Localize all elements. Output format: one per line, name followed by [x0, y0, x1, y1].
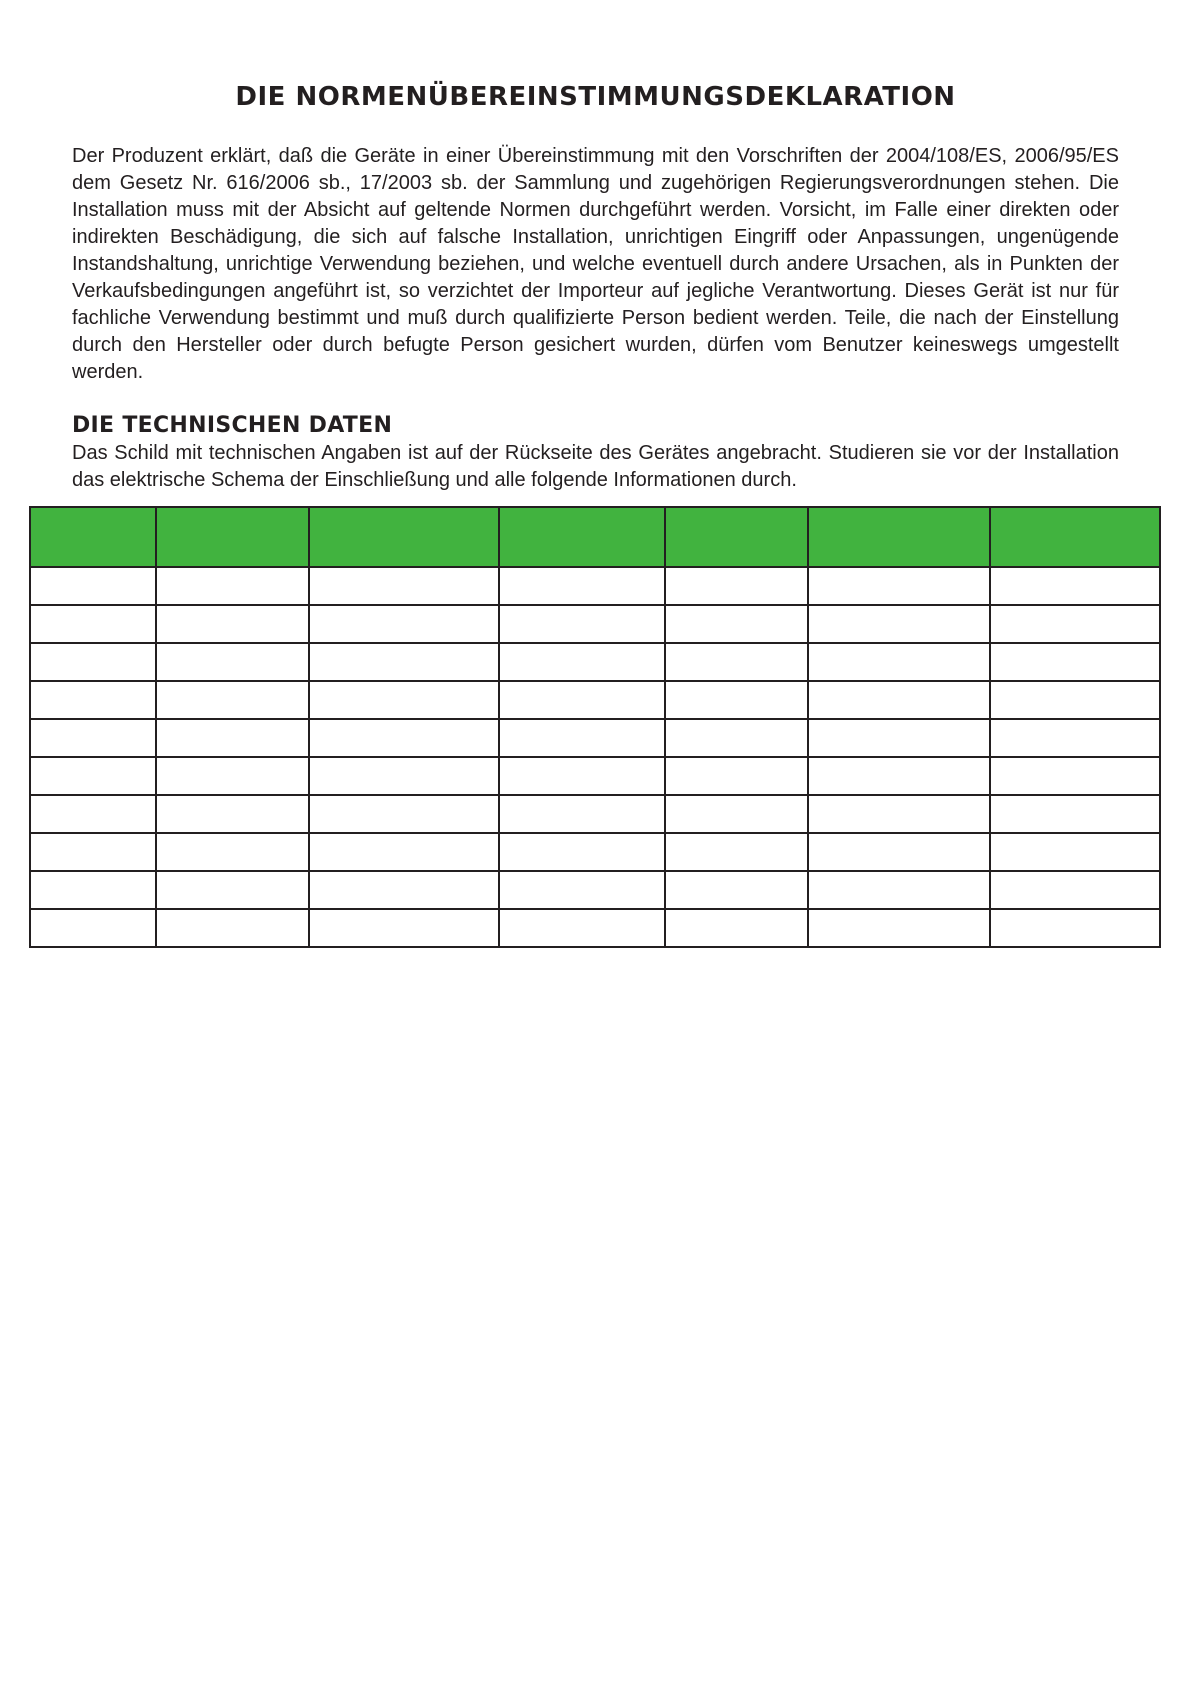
table-cell [990, 605, 1160, 643]
table-row [30, 681, 1160, 719]
table-cell [808, 643, 991, 681]
table-cell [499, 567, 664, 605]
table-row [30, 567, 1160, 605]
table-cell [665, 681, 808, 719]
table-cell [665, 757, 808, 795]
table-cell [499, 643, 664, 681]
table-cell [808, 909, 991, 947]
table-cell [156, 909, 310, 947]
table-cell [156, 757, 310, 795]
table-cell [30, 681, 156, 719]
table-row [30, 719, 1160, 757]
table-header-cell [990, 507, 1160, 567]
table-cell [808, 567, 991, 605]
table-cell [808, 871, 991, 909]
table-row [30, 795, 1160, 833]
table-cell [808, 757, 991, 795]
table-cell [808, 681, 991, 719]
table-cell [30, 605, 156, 643]
table-cell [665, 643, 808, 681]
table-cell [30, 757, 156, 795]
table-cell [156, 567, 310, 605]
table-cell [665, 795, 808, 833]
table-header-cell [665, 507, 808, 567]
table-cell [665, 871, 808, 909]
table-cell [990, 757, 1160, 795]
table-cell [156, 795, 310, 833]
table-cell [156, 719, 310, 757]
table-cell [30, 909, 156, 947]
table-cell [309, 795, 499, 833]
table-cell [309, 871, 499, 909]
table-cell [808, 795, 991, 833]
table-cell [665, 909, 808, 947]
table-cell [990, 909, 1160, 947]
table-cell [499, 605, 664, 643]
table-cell [156, 605, 310, 643]
table-cell [665, 833, 808, 871]
table-cell [499, 681, 664, 719]
technical-data-table [29, 506, 1161, 948]
page-title: DIE NORMENÜBEREINSTIMMUNGSDEKLARATION [235, 82, 956, 112]
table-cell [990, 719, 1160, 757]
table-cell [156, 871, 310, 909]
table-cell [808, 605, 991, 643]
table-cell [30, 643, 156, 681]
table-cell [309, 605, 499, 643]
table-cell [990, 833, 1160, 871]
table-cell [309, 719, 499, 757]
table-row [30, 871, 1160, 909]
table-cell [665, 605, 808, 643]
table-cell [156, 681, 310, 719]
table-header-row [30, 507, 1160, 567]
table-cell [499, 833, 664, 871]
conformity-declaration-text: Der Produzent erklärt, daß die Geräte in einer Übereinstimmung mit den Vorschriften der 2004/108/ES, 2006/95/ES dem Gesetz Nr. 616/2006 sb., 17/2003 sb. der Sammlung und zugehörigen Regierungsverordnungen stehen. Die Installation muss mit der Absicht auf geltende Normen durchgeführt werden. Vorsicht, im Falle einer direkten oder indirekten Beschädigung, die sich auf falsche Installation, unrichtigen Eingriff oder Anpassungen, ungenügende Instandshaltung, unrichtige Verwendung beziehen, und welche eventuell durch andere Ursachen, als in Punkten der Verkaufsbedingungen angeführt ist, so verzichtet der Importeur auf jegliche Verantwortung. Dieses Gerät ist nur für fachliche Verwendung bestimmt und muß durch qualifizierte Person bedient werden. Teile, die nach der Einstellung durch den Hersteller oder durch befugte Person gesichert wurden, dürfen vom Benutzer keineswegs umgestellt werden. [72, 145, 1119, 383]
table-cell [499, 719, 664, 757]
table-cell [30, 833, 156, 871]
table-header-cell [30, 507, 156, 567]
table-cell [30, 719, 156, 757]
table-cell [309, 643, 499, 681]
table-header-cell [309, 507, 499, 567]
table-cell [990, 871, 1160, 909]
table-cell [499, 795, 664, 833]
table-cell [30, 567, 156, 605]
table-header-cell [808, 507, 991, 567]
table-cell [499, 871, 664, 909]
table-header-cell [156, 507, 310, 567]
table-cell [309, 909, 499, 947]
table-cell [156, 643, 310, 681]
table-cell [309, 681, 499, 719]
table-row [30, 909, 1160, 947]
table-cell [990, 795, 1160, 833]
table-cell [30, 871, 156, 909]
table-row [30, 833, 1160, 871]
table-row [30, 605, 1160, 643]
table-cell [808, 833, 991, 871]
table-cell [990, 643, 1160, 681]
table-cell [309, 567, 499, 605]
table-cell [499, 757, 664, 795]
table-cell [808, 719, 991, 757]
table-cell [156, 833, 310, 871]
technical-data-heading: DIE TECHNISCHEN DATEN [72, 413, 393, 438]
table-row [30, 757, 1160, 795]
table-cell [499, 909, 664, 947]
table-cell [309, 757, 499, 795]
table-cell [309, 833, 499, 871]
technical-data-text: Das Schild mit technischen Angaben ist auf der Rückseite des Gerätes angebracht. Studieren sie vor der Installation das elektrische Schema der Einschließung und alle folgende Informationen durch. [72, 442, 1119, 491]
table-cell [665, 567, 808, 605]
table-cell [665, 719, 808, 757]
table-cell [990, 567, 1160, 605]
table-cell [30, 795, 156, 833]
table-row [30, 643, 1160, 681]
table-header-cell [499, 507, 664, 567]
table-cell [990, 681, 1160, 719]
